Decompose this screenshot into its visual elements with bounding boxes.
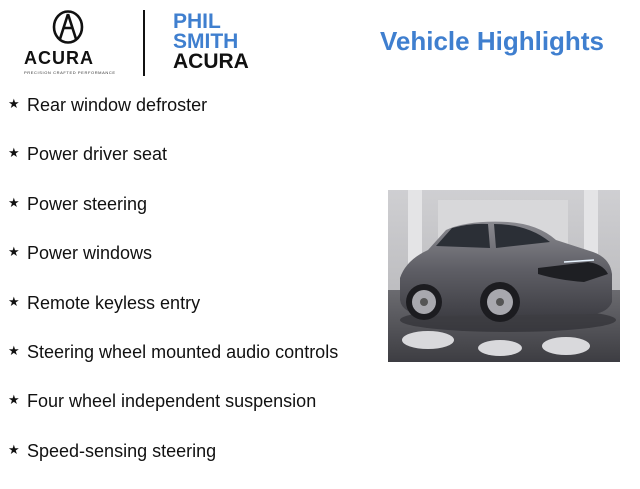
feature-label: Speed-sensing steering [27, 440, 217, 461]
star-icon: ★ [8, 441, 20, 457]
feature-list [8, 94, 338, 489]
feature-label: Remote keyless entry [27, 292, 201, 313]
feature-label: Steering wheel mounted audio controls [27, 341, 339, 362]
star-icon: ★ [8, 96, 20, 111]
dealer-line-smith: SMITH [173, 30, 239, 53]
dealer-logo [22, 8, 262, 80]
star-icon: ★ [8, 244, 20, 260]
feature-label: Four wheel independent suspension [27, 391, 317, 412]
dealer-wordmark [173, 12, 249, 72]
list-item [8, 341, 338, 390]
feature-label: Power driver seat [27, 144, 168, 165]
list-item [8, 440, 338, 489]
star-icon: ★ [8, 392, 20, 408]
list-item [8, 94, 338, 143]
feature-label: Rear window defroster [27, 95, 208, 115]
acura-tagline: PRECISION CRAFTED PERFORMANCE [24, 70, 116, 75]
page-title: Vehicle Highlights [380, 26, 604, 56]
star-icon: ★ [8, 293, 20, 309]
star-icon: ★ [8, 145, 20, 161]
acura-wordmark: ACURA [24, 48, 94, 68]
star-icon: ★ [8, 194, 20, 210]
feature-label: Power steering [27, 193, 148, 214]
dealer-line-phil: PHIL [173, 10, 221, 33]
star-icon: ★ [8, 342, 20, 358]
list-item [8, 242, 338, 291]
list-item [8, 193, 338, 242]
logo-divider [143, 10, 145, 76]
dealer-line-acura: ACURA [173, 50, 249, 73]
acura-emblem-icon [52, 10, 84, 44]
vehicle-photo [388, 190, 620, 362]
list-item [8, 390, 338, 439]
list-item [8, 143, 338, 192]
acura-logo [22, 8, 114, 78]
feature-label: Power windows [27, 243, 153, 264]
list-item [8, 292, 338, 341]
vehicle-photo-image [388, 190, 620, 362]
